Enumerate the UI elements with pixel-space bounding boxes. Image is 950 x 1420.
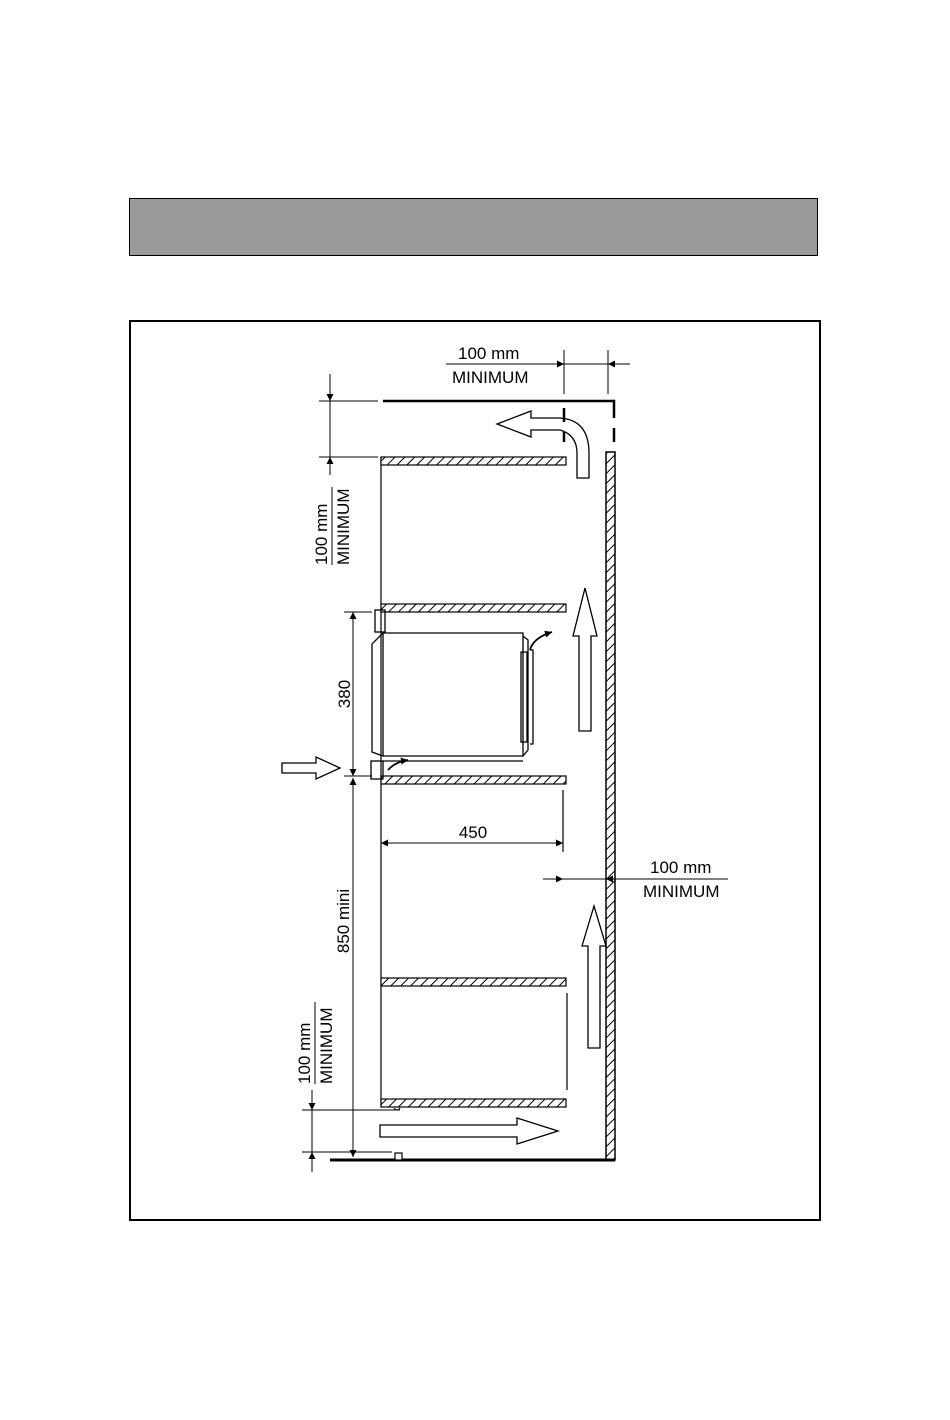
cabinet-depth-label: 450: [458, 823, 488, 842]
shelf-bottom: [381, 1099, 566, 1107]
shelf-top: [381, 457, 566, 465]
ceiling-line: [383, 401, 614, 418]
airflow-arrow-lower-up: [582, 906, 606, 1048]
top-gap-value: 100 mm: [458, 344, 520, 363]
rear-wall: [606, 452, 615, 1160]
appliance-exhaust-arrow: [530, 632, 552, 650]
top-gap-caption: MINIMUM: [452, 368, 529, 387]
dimension-top-gap-label: [312, 487, 353, 565]
lower-gap-caption: MINIMUM: [317, 1007, 336, 1084]
floor-plinth: [395, 1153, 402, 1160]
base-height-label: 850 mini: [334, 888, 353, 954]
shelf-above-appliance: [381, 604, 566, 612]
airflow-arrow-top-curve: [497, 411, 589, 478]
lower-gap-value: 100 mm: [295, 1022, 314, 1084]
rear-gap-caption: MINIMUM: [643, 882, 720, 901]
rear-gap-value: 100 mm: [650, 858, 712, 877]
shelf-middle: [381, 978, 566, 986]
upper-gap-value: 100 mm: [312, 503, 331, 565]
upper-gap-caption: MINIMUM: [334, 488, 353, 565]
airflow-arrow-intake: [282, 757, 340, 779]
dimension-lower-gap-label: [295, 1002, 336, 1084]
airflow-arrow-upper-up: [573, 588, 597, 731]
appliance-height-label: 380: [335, 679, 354, 709]
airflow-arrow-bottom-right: [380, 1118, 558, 1144]
shelf-below-appliance: [381, 776, 566, 784]
appliance: [371, 610, 533, 779]
dimension-top-gap: [319, 374, 378, 475]
